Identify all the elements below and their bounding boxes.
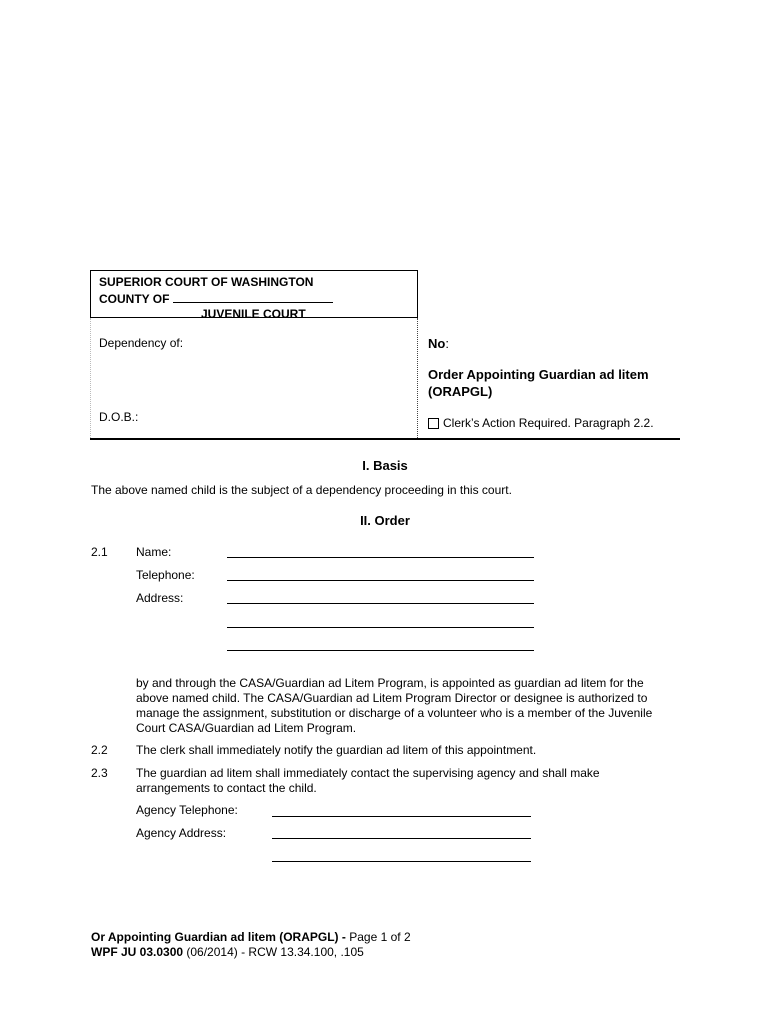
section-basis-heading: I. Basis xyxy=(362,458,408,473)
p21-line4: Court CASA/Guardian ad Litem Program. xyxy=(136,721,357,735)
basis-text: The above named child is the subject of a dependency proceeding in this court. xyxy=(91,483,512,497)
paragraph-2-3-text xyxy=(136,766,600,796)
order-title-line2: (ORAPGL) xyxy=(428,384,493,399)
paragraph-2-1-text xyxy=(136,676,686,736)
address-field-line3[interactable] xyxy=(227,650,534,651)
p23-line1: The guardian ad litem shall immediately contact the supervising agency and shall make xyxy=(136,766,600,780)
footer-page-info: Page 1 of 2 xyxy=(349,930,411,944)
address-label: Address: xyxy=(136,591,184,605)
p21-line3: manage the assignment, substitution or discharge of a volunteer who is a member of the Juvenile xyxy=(136,706,653,720)
case-number-label: No xyxy=(428,336,446,351)
county-blank[interactable] xyxy=(173,290,333,303)
paragraph-2-3-number: 2.3 xyxy=(91,766,108,780)
paragraph-2-1-number: 2.1 xyxy=(91,545,108,559)
dob-label: D.O.B.: xyxy=(99,410,139,424)
dependency-of-label: Dependency of: xyxy=(99,336,184,350)
section-order-heading: II. Order xyxy=(360,513,410,528)
footer-line1 xyxy=(91,930,411,945)
agency-address-field-line2[interactable] xyxy=(272,861,531,862)
county-line xyxy=(99,290,409,307)
clerk-action-row xyxy=(428,416,654,430)
footer-form-number: WPF JU 03.0300 xyxy=(91,945,184,959)
page-footer xyxy=(91,930,411,960)
telephone-field[interactable] xyxy=(227,580,534,581)
agency-telephone-label: Agency Telephone: xyxy=(136,803,238,817)
p21-line2: above named child. The CASA/Guardian ad Litem Program Director or designee is authorized to xyxy=(136,691,648,705)
caption-left-border xyxy=(90,318,91,438)
case-number-colon: : xyxy=(445,336,449,351)
name-label: Name: xyxy=(136,545,172,559)
address-field-line1[interactable] xyxy=(227,603,534,604)
agency-address-field-line1[interactable] xyxy=(272,838,531,839)
order-title-line1: Order Appointing Guardian ad litem xyxy=(428,367,649,382)
court-caption-box xyxy=(90,270,418,321)
agency-telephone-field[interactable] xyxy=(272,816,531,817)
county-label: COUNTY OF xyxy=(99,292,170,306)
footer-separator: - xyxy=(338,930,350,944)
clerk-action-checkbox[interactable] xyxy=(428,418,439,429)
case-number xyxy=(428,336,449,351)
p21-line1: by and through the CASA/Guardian ad Litem Program, is appointed as guardian ad litem for the xyxy=(136,676,644,690)
agency-address-label: Agency Address: xyxy=(136,826,227,840)
juvenile-court-label: JUVENILE COURT xyxy=(201,307,306,321)
address-field-line2[interactable] xyxy=(227,627,534,628)
footer-form-title: Or Appointing Guardian ad litem (ORAPGL) xyxy=(91,930,339,944)
clerk-action-label: Clerk’s Action Required. Paragraph 2.2. xyxy=(443,416,654,430)
paragraph-2-2-text: The clerk shall immediately notify the guardian ad litem of this appointment. xyxy=(136,743,537,757)
caption-bottom-rule xyxy=(90,438,680,440)
caption-divider xyxy=(417,318,418,438)
telephone-label: Telephone: xyxy=(136,568,195,582)
footer-form-rest: (06/2014) - RCW 13.34.100, .105 xyxy=(183,945,364,959)
order-title xyxy=(428,366,649,400)
p23-line2: arrangements to contact the child. xyxy=(136,781,317,795)
court-name: SUPERIOR COURT OF WASHINGTON xyxy=(99,275,314,289)
paragraph-2-2-number: 2.2 xyxy=(91,743,108,757)
name-field[interactable] xyxy=(227,557,534,558)
footer-line2 xyxy=(91,945,411,960)
